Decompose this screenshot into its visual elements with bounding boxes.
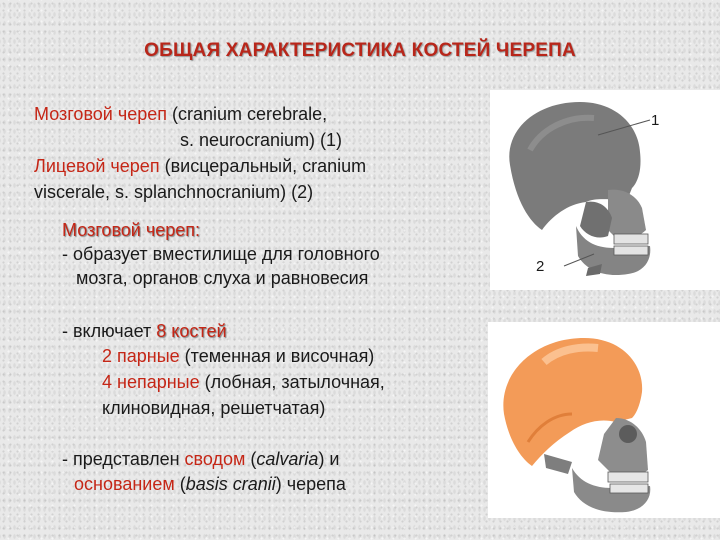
calvaria-term: сводом xyxy=(184,449,246,469)
intro-line-4: viscerale, s. splanchnocranium) (2) xyxy=(34,182,314,202)
point-3-line-2 xyxy=(74,473,346,496)
bone-count: 8 костей xyxy=(156,321,227,341)
skull-gray-image xyxy=(490,90,720,290)
unpaired-bones-list: (лобная, затылочная, xyxy=(199,372,385,392)
unpaired-bones-term: 4 непарные xyxy=(102,372,200,392)
point-2-prefix: - включает xyxy=(62,321,157,341)
point-2-line-3 xyxy=(102,371,385,394)
basis-latin: basis cranii xyxy=(185,474,276,494)
point-2-line-2 xyxy=(102,345,374,368)
section-heading: Мозговой череп: xyxy=(62,220,201,240)
point-3-end: ) черепа xyxy=(275,474,346,494)
intro-line-1-rest: (cranium cerebrale, xyxy=(167,104,328,124)
point-3-line-1 xyxy=(62,448,340,471)
basis-term: основанием xyxy=(74,474,175,494)
point-2-line-4: клиновидная, решетчатая) xyxy=(102,398,326,418)
intro-line-3-rest: (висцеральный, cranium xyxy=(159,156,367,176)
figure-label-1: 1 xyxy=(651,112,660,129)
paren-close-and: ) и xyxy=(318,449,340,469)
intro-line-3 xyxy=(34,155,366,178)
figure-label-2: 2 xyxy=(536,258,545,275)
paren-open: ( xyxy=(245,449,257,469)
skull-colored-image xyxy=(488,322,720,518)
paired-bones-term: 2 парные xyxy=(102,346,180,366)
slide-title: ОБЩАЯ ХАРАКТЕРИСТИКА КОСТЕЙ ЧЕРЕПА xyxy=(144,40,576,61)
intro-line-1 xyxy=(34,103,327,126)
paired-bones-list: (теменная и височная) xyxy=(179,346,375,366)
point-1-line-2: мозга, органов слуха и равновесия xyxy=(76,268,369,288)
point-2-line-1 xyxy=(62,320,227,343)
point-3-prefix: - представлен xyxy=(62,449,185,469)
term-neurocranium: Мозговой череп xyxy=(34,104,168,124)
paren-open-2: ( xyxy=(174,474,186,494)
term-splanchnocranium: Лицевой череп xyxy=(34,156,160,176)
calvaria-latin: calvaria xyxy=(256,449,319,469)
point-1-line-1: - образует вместилище для головного xyxy=(62,244,380,264)
intro-line-2: s. neurocranium) (1) xyxy=(180,130,343,150)
